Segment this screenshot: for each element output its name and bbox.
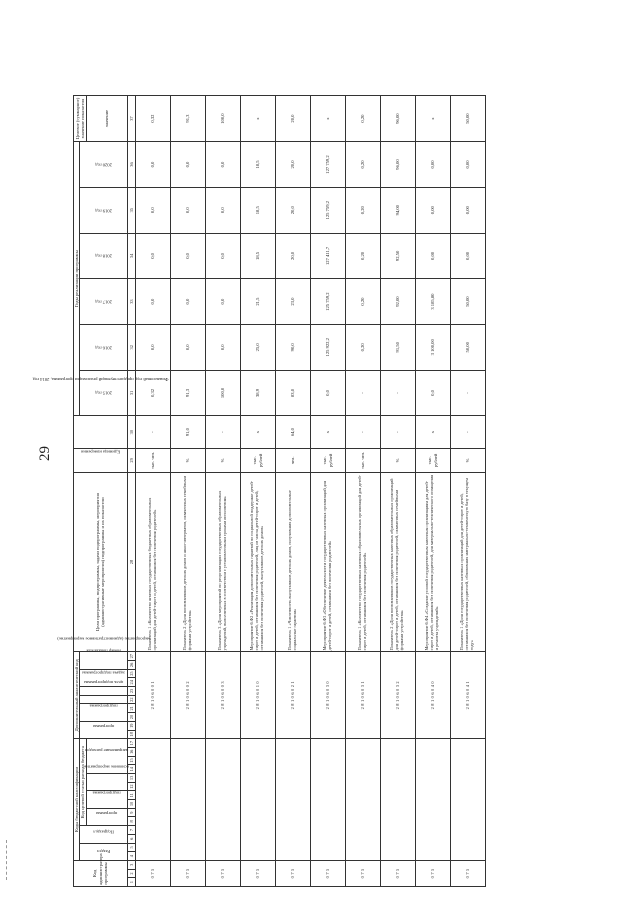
column-number: 11: [127, 791, 135, 800]
dop-code-cell: 2 8 1 0 6 0 1 0: [240, 652, 275, 739]
year-value-cell: 20,0: [275, 142, 310, 188]
description-cell: Показатель 2 «Доля воспитанников государственных казенных образовательных организаций для детей-сирот и детей, оставшихся без попечения родителей, охваченных семейными формами устройства»: [380, 472, 415, 651]
column-number: 32: [127, 324, 135, 370]
dop-code-cell: 2 8 1 0 6 0 3 2: [380, 652, 415, 739]
table-row: [310, 96, 345, 887]
column-number: 37: [127, 96, 135, 142]
column-number: 20: [127, 713, 135, 722]
budget-codes-cell: [275, 739, 310, 861]
unit-cell: %: [205, 448, 240, 472]
column-number: 16: [127, 748, 135, 757]
year-value-cell: 0,20: [345, 279, 380, 325]
header-final-value: Целевое (суммарное) значение показателя: [74, 96, 87, 142]
year-value-cell: 125 922,2: [310, 324, 345, 370]
column-number: 13: [127, 774, 135, 783]
year-value-cell: 3 100,00: [415, 324, 450, 370]
header-unit: Единица измерения: [74, 448, 128, 472]
final-value-cell: 50,00: [450, 96, 485, 142]
admin-code-cell: 0 7 5: [380, 860, 415, 886]
column-number: 36: [127, 142, 135, 188]
admin-code-cell: 0 7 5: [450, 860, 485, 886]
header-podrazdel: Подраздел: [80, 826, 127, 843]
year-value-cell: 23,0: [275, 279, 310, 325]
base-2014-cell: x: [240, 416, 275, 449]
final-value-cell: x: [310, 96, 345, 142]
dop-code-cell: 2 8 1 0 6 0 2 1: [275, 652, 310, 739]
header-cel: цель подпрограммы: [80, 695, 127, 704]
description-cell: Показатель 1 «Численность выпускников детских домов, получивших дополнительные социальные гарантии»: [275, 472, 310, 651]
year-value-cell: 100,0: [205, 370, 240, 416]
base-2014-cell: x: [310, 416, 345, 449]
column-number: 35: [127, 187, 135, 233]
year-value-cell: 0,0: [205, 324, 240, 370]
header-dop-programma: программа: [80, 721, 127, 738]
year-value-cell: 0,00: [415, 142, 450, 188]
header-podprogramma: подпрограмма: [86, 791, 127, 808]
admin-code-cell: 0 7 5: [170, 860, 205, 886]
year-value-cell: 18,5: [240, 142, 275, 188]
header-dop-code: Дополнительный аналитический код: [74, 652, 80, 739]
dop-code-cell: 2 8 1 0 6 0 3 0: [310, 652, 345, 739]
scan-margin-marks: [6, 840, 11, 880]
unit-cell: тыс. чел.: [345, 448, 380, 472]
year-value-cell: 25,0: [240, 324, 275, 370]
header-razdel: Раздел: [80, 843, 127, 860]
year-value-cell: 0,0: [205, 233, 240, 279]
base-2014-cell: -: [345, 416, 380, 449]
column-number: 24: [127, 678, 135, 687]
year-value-cell: 0,20: [345, 187, 380, 233]
year-value-cell: 0,00: [450, 142, 485, 188]
final-value-cell: 100,0: [205, 96, 240, 142]
final-value-cell: 20,0: [275, 96, 310, 142]
header-goal-text: Цели программы, подпрограммы, задачи подпрограммы, мероприятия (административные мероприятия) подпрограммы и их показатели: [74, 472, 128, 651]
year-value-cell: 0,0: [170, 324, 205, 370]
admin-code-cell: 0 7 5: [135, 860, 170, 886]
year-value-cell: 0,0: [135, 142, 170, 188]
year-value-cell: 0,0: [170, 233, 205, 279]
table-row: [275, 96, 310, 887]
year-value-cell: 0,0: [310, 370, 345, 416]
final-value-cell: 0,32: [135, 96, 170, 142]
year-value-cell: 0,0: [415, 370, 450, 416]
year-value-cell: 0,20: [345, 142, 380, 188]
description-cell: Показатель 2 «Доля воспитанников детских домов и школ-интернатов, охваченных семейными формами устройства»: [170, 472, 205, 651]
year-value-cell: 0,0: [205, 279, 240, 325]
table-sheet: [32, 95, 605, 887]
budget-codes-cell: [205, 739, 240, 861]
column-number: 17: [127, 739, 135, 748]
header-year-2017: 2017 год: [80, 279, 127, 325]
budget-codes-cell: [240, 739, 275, 861]
year-value-cell: 83,0: [275, 370, 310, 416]
admin-code-cell: 0 7 5: [415, 860, 450, 886]
dop-code-cell: 2 8 1 0 6 0 4 0: [415, 652, 450, 739]
final-value-cell: 91,3: [170, 96, 205, 142]
column-number: 34: [127, 233, 135, 279]
year-value-cell: 0,00: [415, 233, 450, 279]
column-number: 8: [127, 817, 135, 826]
header-meropriyatie: мероприятие (административное мероприятие): [80, 669, 127, 686]
column-number: 25: [127, 669, 135, 678]
base-2014-cell: -: [205, 416, 240, 449]
description-cell: Мероприятие 6.Ф3 «Обеспечение деятельности государственных казенных организаций для детей-сирот и детей, оставшихся без попечения родителей»: [310, 472, 345, 651]
year-value-cell: 91,50: [380, 324, 415, 370]
year-value-cell: 20,0: [275, 187, 310, 233]
unit-cell: тыс. рублей: [415, 448, 450, 472]
unit-cell: тыс. рублей: [240, 448, 275, 472]
column-number: 10: [127, 800, 135, 809]
year-value-cell: 0,0: [205, 142, 240, 188]
header-zadacha: задача подпрограммы: [80, 687, 127, 696]
description-cell: Показатель 3 «Доля мероприятий по реорганизации государственных образовательных учреждений, выполненных в соответствии с установленными сроками исполнения»: [205, 472, 240, 651]
column-number: 7: [127, 826, 135, 835]
column-number: 26: [127, 661, 135, 670]
year-value-cell: 0,32: [135, 370, 170, 416]
year-value-cell: 0,0: [135, 187, 170, 233]
budget-codes-cell: [310, 739, 345, 861]
year-value-cell: 0,20: [345, 324, 380, 370]
dop-code-cell: 2 8 1 0 6 0 3 1: [345, 652, 380, 739]
budget-codes-cell: [345, 739, 380, 861]
dop-code-cell: 2 8 1 0 6 0 0 3: [205, 652, 240, 739]
column-number: 27: [127, 652, 135, 661]
description-cell: Показатель 1 «Количество государственных казенных образовательных организаций для детей-сирот и детей, оставшихся без попечения родителей»: [345, 472, 380, 651]
header-year-2019: 2019 год: [80, 187, 127, 233]
table-row: [205, 96, 240, 887]
year-value-cell: 0,20: [345, 233, 380, 279]
year-value-cell: 0,0: [135, 279, 170, 325]
table-row: [380, 96, 415, 887]
year-value-cell: 0,0: [170, 142, 205, 188]
admin-code-cell: 0 7 5: [275, 860, 310, 886]
table-row: [240, 96, 275, 887]
year-value-cell: 90,0: [275, 324, 310, 370]
admin-code-cell: 0 7 5: [345, 860, 380, 886]
header-fin-2014: Финансовый год, предшествующий реализации программы, 2014 год: [74, 416, 128, 449]
base-2014-cell: 64,0: [275, 416, 310, 449]
year-value-cell: 125 759,2: [310, 279, 345, 325]
year-value-cell: 20,0: [275, 233, 310, 279]
table-row: [170, 96, 205, 887]
year-value-cell: 18,5: [240, 233, 275, 279]
column-number: 14: [127, 765, 135, 774]
admin-code-cell: 0 7 5: [240, 860, 275, 886]
year-value-cell: -: [380, 370, 415, 416]
budget-codes-cell: [450, 739, 485, 861]
year-value-cell: 0,0: [170, 279, 205, 325]
year-value-cell: 125 759,2: [310, 187, 345, 233]
year-value-cell: 50,00: [450, 279, 485, 325]
unit-cell: чел.: [275, 448, 310, 472]
header-year-2018: 2018 год: [80, 233, 127, 279]
column-number: 22: [127, 695, 135, 704]
year-value-cell: 92,50: [380, 233, 415, 279]
final-value-cell: x: [240, 96, 275, 142]
table-body: [135, 96, 485, 887]
year-value-cell: 0,00: [450, 187, 485, 233]
column-number: 1: [127, 878, 135, 887]
unit-cell: тыс. чел.: [135, 448, 170, 472]
rotated-table-container: [32, 95, 605, 887]
table-row: [415, 96, 450, 887]
year-value-cell: 94,00: [380, 187, 415, 233]
year-value-cell: 127 759,2: [310, 142, 345, 188]
column-number: 9: [127, 808, 135, 817]
year-value-cell: 96,00: [380, 142, 415, 188]
table-row: [450, 96, 485, 887]
column-number: 4: [127, 852, 135, 861]
year-value-cell: 91,3: [170, 370, 205, 416]
column-number: 31: [127, 370, 135, 416]
unit-cell: %: [380, 448, 415, 472]
unit-cell: тыс. рублей: [310, 448, 345, 472]
header-year-2015: 2015 год: [80, 370, 127, 416]
page-number: 29: [37, 446, 53, 461]
year-value-cell: -: [450, 370, 485, 416]
column-number: 30: [127, 416, 135, 449]
column-number: 18: [127, 730, 135, 739]
year-value-cell: 21,5: [240, 279, 275, 325]
base-2014-cell: 91,0: [170, 416, 205, 449]
column-number: 28: [127, 472, 135, 651]
column-number: 29: [127, 448, 135, 472]
admin-code-cell: 0 7 5: [310, 860, 345, 886]
base-2014-cell: -: [135, 416, 170, 449]
header-znachenie: значение: [86, 96, 127, 142]
year-value-cell: 3 185,80: [415, 279, 450, 325]
year-value-cell: 0,0: [205, 187, 240, 233]
admin-code-cell: 0 7 5: [205, 860, 240, 886]
header-dop-podprogramma: подпрограмма: [80, 704, 127, 721]
year-value-cell: 0,0: [135, 324, 170, 370]
program-table: [32, 95, 486, 887]
year-value-cell: 38,9: [240, 370, 275, 416]
description-cell: Мероприятие 6.Ф4 «Создание условий государственным казенным организациям для детей-сирот и детей, оставшихся без попечения родителей, для материально-технического оснащения и ремонта учреждений»: [415, 472, 450, 651]
year-value-cell: 92,00: [380, 279, 415, 325]
final-value-cell: x: [415, 96, 450, 142]
final-value-cell: 0,20: [345, 96, 380, 142]
header-kod-celevoy: Код целевой статьи расхода бюджета: [80, 739, 86, 826]
year-value-cell: 0,0: [170, 187, 205, 233]
header-budget-codes: Коды бюджетной классификации: [74, 739, 80, 861]
column-number: 6: [127, 834, 135, 843]
year-value-cell: -: [345, 370, 380, 416]
dop-code-cell: 2 8 1 0 6 0 0 1: [135, 652, 170, 739]
dop-code-cell: 2 8 1 0 6 0 4 1: [450, 652, 485, 739]
column-number: 19: [127, 721, 135, 730]
base-2014-cell: -: [450, 416, 485, 449]
header-programma: программа: [86, 808, 127, 825]
description-cell: Мероприятие 6.Ф2 «Реализация дополнительных гарантий по социальной поддержке детей-сирот и детей, оставшихся без попечения родителей, лиц из числа детей-сирот и детей, оставшихся без попечения родителей, выпускников детских домов»: [240, 472, 275, 651]
base-2014-cell: x: [415, 416, 450, 449]
year-value-cell: 0,00: [415, 187, 450, 233]
table-row: [345, 96, 380, 887]
column-number: 23: [127, 687, 135, 696]
unit-cell: %: [450, 448, 485, 472]
header-year-2020: 2020 год: [80, 142, 127, 188]
table-row: [135, 96, 170, 887]
column-number: 2: [127, 869, 135, 878]
dop-code-cell: 2 8 1 0 6 0 0 2: [170, 652, 205, 739]
column-number: 21: [127, 704, 135, 713]
header-year-2016: 2016 год: [80, 324, 127, 370]
final-value-cell: 96,00: [380, 96, 415, 142]
header-years-group: Годы реализации программы: [74, 142, 80, 416]
header-nomer: номер показателя: [80, 652, 127, 669]
budget-codes-cell: [380, 739, 415, 861]
column-number: 15: [127, 756, 135, 765]
year-value-cell: 18,5: [240, 187, 275, 233]
description-cell: Показатель 1 «Количество штатных государственных бюджетных образовательных организаций для детей-сирот и детей, оставшихся без попечения родителей»: [135, 472, 170, 651]
year-value-cell: 50,00: [450, 324, 485, 370]
column-number: 5: [127, 843, 135, 852]
budget-codes-cell: [170, 739, 205, 861]
year-value-cell: 0,00: [450, 233, 485, 279]
header-napravlenie: направление расходов: [86, 739, 127, 774]
header-osnovnoe: основное мероприятие: [86, 774, 127, 791]
header-admin-code: Код администратора программы: [74, 860, 128, 886]
year-value-cell: 0,0: [135, 233, 170, 279]
year-value-cell: 127 411,7: [310, 233, 345, 279]
description-cell: Показатель 1 «Доля государственных казенных организаций для детей-сирот и детей, оставшихся без попечения родителей, обновивших материально-техническую базу в текущем году»: [450, 472, 485, 651]
column-number: 12: [127, 782, 135, 791]
unit-cell: %: [170, 448, 205, 472]
budget-codes-cell: [135, 739, 170, 861]
column-number: 33: [127, 279, 135, 325]
base-2014-cell: -: [380, 416, 415, 449]
column-number: 3: [127, 860, 135, 869]
budget-codes-cell: [415, 739, 450, 861]
